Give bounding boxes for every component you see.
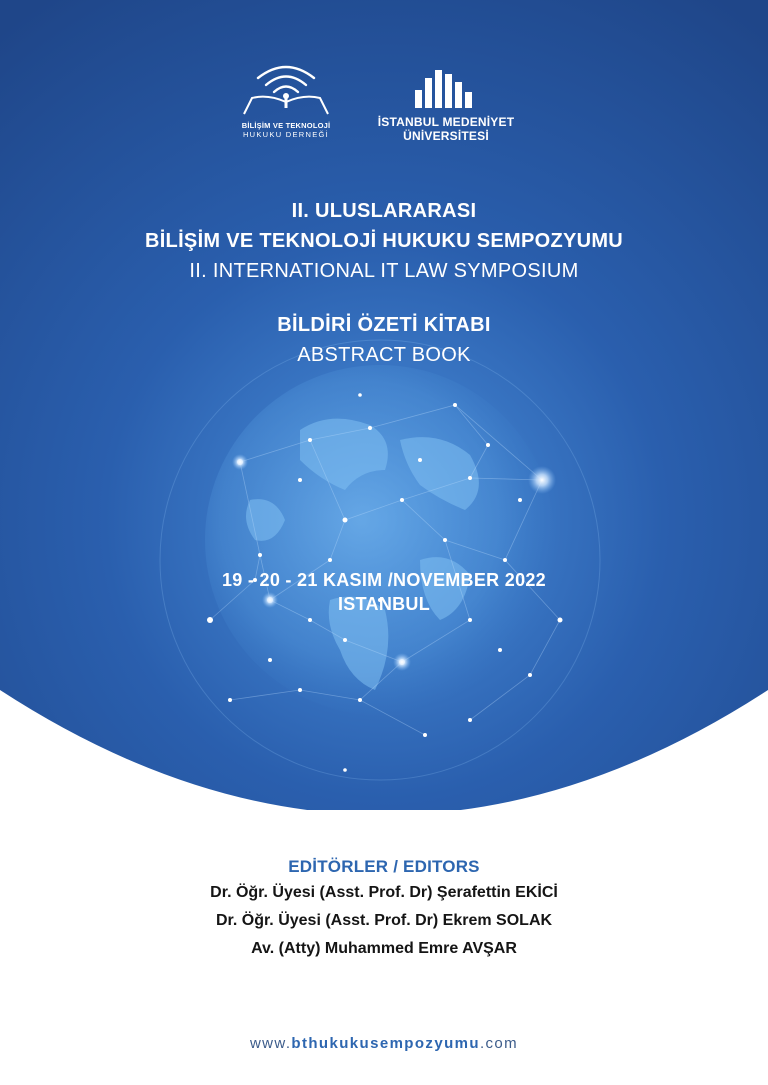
website-suffix: .com [479,1035,519,1052]
subtitle-line-2: ABSTRACT BOOK [297,344,471,366]
event-city: ISTANBUL [337,594,431,614]
website-domain: bthukukusempozyumu [291,1035,480,1052]
university-logo [366,68,526,143]
title-line-3: II. INTERNATIONAL IT LAW SYMPOSIUM [189,260,579,282]
association-name-line2: HUKUKU DERNEĞİ [242,130,330,139]
association-logo [236,58,336,139]
editor-name: Av. (Atty) Muhammed Emre AVŞAR [251,940,517,957]
editor-name: Dr. Öğr. Üyesi (Asst. Prof. Dr) Şerafettin EKİCİ [210,884,558,901]
university-name-line1: İSTANBUL MEDENİYET [377,115,515,129]
editor-name: Dr. Öğr. Üyesi (Asst. Prof. Dr) Ekrem SOLAK [215,912,553,929]
website-link[interactable] [0,1035,768,1052]
logos-row [0,58,768,158]
association-name-line1: BİLİŞİM VE TEKNOLOJİ [241,121,331,130]
title-line-1: II. ULUSLARARASI [291,200,477,222]
editors-heading: EDİTÖRLER / EDITORS [288,857,480,876]
wifi-book-icon [236,58,336,116]
university-name-line2: ÜNİVERSİTESİ [403,129,489,143]
website-prefix: www. [249,1035,292,1052]
cover-titles [0,196,768,370]
event-dates: 19 - 20 - 21 KASIM /NOVEMBER 2022 [221,570,546,590]
event-info [0,568,768,616]
building-bars-icon [411,68,481,110]
editors-block [0,855,768,963]
subtitle-line-1: BİLDİRİ ÖZETİ KİTABI [277,314,491,336]
title-line-2: BİLİŞİM VE TEKNOLOJİ HUKUKU SEMPOZYUMU [144,230,624,252]
